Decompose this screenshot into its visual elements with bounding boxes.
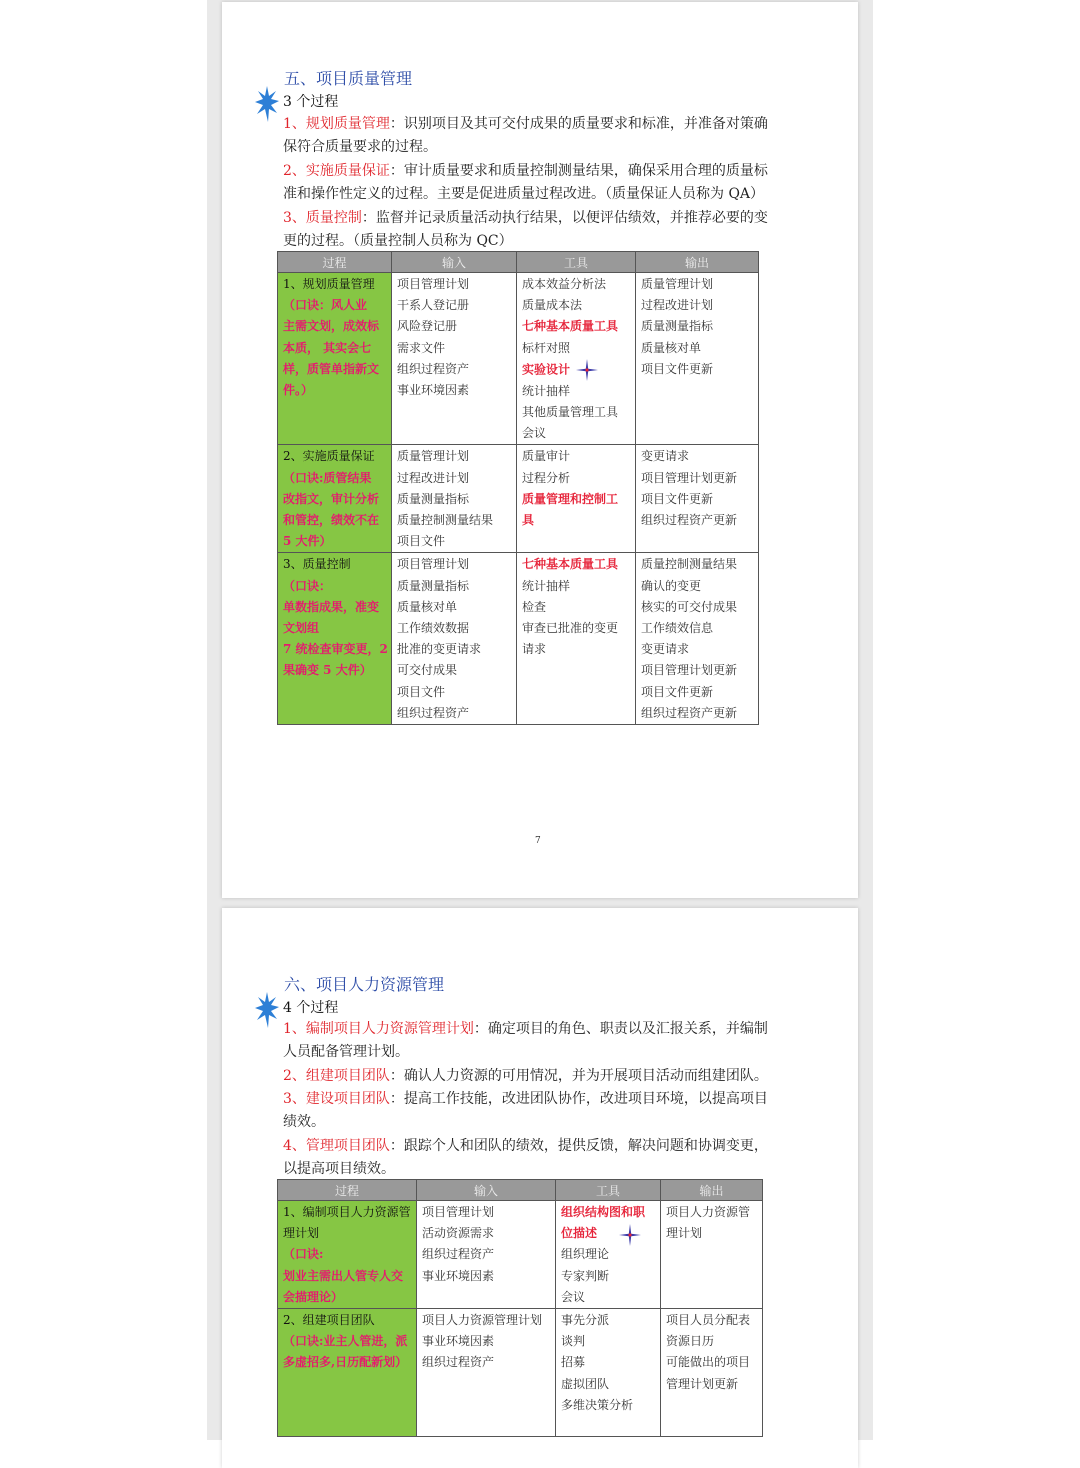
tools-cell — [517, 445, 636, 553]
process-desc: ：跟踪个人和团队的绩效，提供反馈，解决问题和协调变更， — [389, 1138, 768, 1154]
output-item: 质量测量指标 — [641, 319, 714, 334]
process-name: 编制项目人力资源管理计划 — [305, 1021, 474, 1037]
process-name: 管理项目团队 — [305, 1138, 390, 1154]
inputs-cell — [392, 445, 517, 553]
process-num: 1、 — [283, 1021, 306, 1037]
table-header-row — [278, 1180, 763, 1201]
mnemonic-line: 文划组 — [283, 621, 320, 636]
process-cell — [278, 1201, 417, 1309]
mnemonic-line: 样，质管单指新文 — [283, 361, 380, 376]
header-output: 输出 — [636, 252, 759, 273]
output-item: 确认的变更 — [641, 578, 702, 593]
tool-item: 实验设计 — [522, 362, 571, 377]
header-tools: 工具 — [517, 252, 636, 273]
process-name: 1、编制项目人力资源管理计划 — [283, 1205, 411, 1241]
input-item: 组织过程资产 — [397, 361, 470, 376]
output-item: 质量控制测量结果 — [641, 557, 738, 572]
output-item: 项目人员分配表 — [666, 1313, 751, 1328]
input-item: 质量测量指标 — [397, 491, 470, 506]
tool-item: 谈判 — [561, 1334, 586, 1349]
header-input: 输入 — [417, 1180, 556, 1201]
mnemonic-line: （口诀： — [283, 578, 332, 593]
tool-item: 其他质量管理工具 — [522, 405, 619, 420]
input-item: 项目文件 — [397, 534, 446, 549]
mnemonic-line: （口诀：风人业 — [283, 298, 368, 313]
tool-item: 招募 — [561, 1355, 586, 1370]
input-item: 干系人登记册 — [397, 298, 470, 313]
output-item: 质量核对单 — [641, 340, 702, 355]
table-row — [278, 273, 759, 445]
tool-item: 组织结构图和职位描述 — [561, 1205, 646, 1241]
hr-process-table — [277, 1179, 763, 1437]
mnemonic-line: 果确变 5 大件） — [283, 663, 372, 678]
tools-cell — [517, 553, 636, 725]
input-item: 批准的变更请求 — [397, 642, 482, 657]
process-desc: 保符合质量要求的过程。 — [283, 139, 437, 156]
process-desc: ：审计质量要求和质量控制测量结果，确保采用合理的质量标 — [389, 163, 768, 179]
page-number: 7 — [535, 836, 541, 846]
sparkle-icon — [576, 359, 598, 381]
process-num: 1、 — [283, 116, 306, 132]
process-paragraph-3 — [283, 1088, 768, 1135]
output-item: 项目管理计划更新 — [641, 663, 738, 678]
mnemonic-line: 和管控，绩效不在 — [283, 513, 380, 528]
tool-item: 组织理论 — [561, 1247, 610, 1262]
table-row — [278, 553, 759, 725]
process-paragraph-2 — [283, 1065, 768, 1088]
process-cell — [278, 1309, 417, 1437]
output-item: 变更请求 — [641, 449, 690, 464]
header-tools: 工具 — [556, 1180, 661, 1201]
tool-item: 会议 — [561, 1289, 586, 1304]
input-item: 项目人力资源管理计划 — [422, 1313, 543, 1328]
process-paragraph-1 — [283, 113, 768, 160]
process-desc: 更的过程。（质量控制人员称为 QC） — [283, 233, 513, 250]
tool-item: 质量审计 — [522, 449, 571, 464]
process-desc: ：监督并记录质量活动执行结果，以便评估绩效，并推荐必要的变 — [361, 210, 768, 226]
inputs-cell — [392, 273, 517, 445]
mnemonic-line: （口诀:业主人管进，派 — [283, 1334, 408, 1349]
mnemonic-line: 5 大件） — [283, 534, 332, 549]
header-input: 输入 — [392, 252, 517, 273]
tool-item: 专家判断 — [561, 1268, 610, 1283]
tool-item: 请求 — [522, 642, 547, 657]
mnemonic-line: 7 统检查审变更，2 — [283, 642, 388, 657]
input-item: 质量测量指标 — [397, 578, 470, 593]
process-name: 规划质量管理 — [305, 116, 390, 132]
input-item: 项目管理计划 — [397, 557, 470, 572]
outputs-cell — [636, 445, 759, 553]
tool-item: 标杆对照 — [522, 340, 571, 355]
process-paragraph-4 — [283, 1135, 768, 1182]
process-desc: ：确认人力资源的可用情况，并为开展项目活动而组建团队。 — [389, 1068, 768, 1084]
input-item: 活动资源需求 — [422, 1226, 495, 1241]
process-paragraph-3 — [283, 207, 768, 254]
mnemonic-line: 改指文，审计分析 — [283, 491, 380, 506]
process-desc: 准和操作性定义的过程。主要是促进质量过程改进。（质量保证人员称为 QA） — [283, 186, 765, 203]
table-header-row — [278, 252, 759, 273]
tool-item: 事先分派 — [561, 1313, 610, 1328]
mnemonic-line: 单数指成果，准变 — [283, 599, 380, 614]
input-item: 项目管理计划 — [397, 277, 470, 291]
output-item: 过程改进计划 — [641, 298, 714, 313]
input-item: 质量控制测量结果 — [397, 513, 494, 528]
output-item: 资源日历 — [666, 1334, 715, 1349]
table-row — [278, 445, 759, 553]
input-item: 事业环境因素 — [422, 1334, 495, 1349]
process-num: 2、 — [283, 163, 306, 179]
process-num: 4、 — [283, 1138, 306, 1154]
mnemonic-line: 多虚招多,日历配新划） — [283, 1355, 408, 1370]
document-page-8 — [222, 908, 858, 1468]
starburst-icon — [255, 86, 279, 122]
output-item: 组织过程资产更新 — [641, 705, 738, 720]
process-cell — [278, 445, 392, 553]
mnemonic-line: （口诀:质管结果 — [283, 470, 372, 485]
mnemonic-line: （口诀: — [283, 1247, 324, 1262]
input-item: 组织过程资产 — [422, 1247, 495, 1262]
process-name: 组建项目团队 — [305, 1068, 390, 1084]
input-item: 可交付成果 — [397, 663, 458, 678]
outputs-cell — [661, 1309, 763, 1437]
mnemonic-line: 件。） — [283, 383, 314, 398]
sparkle-icon — [619, 1224, 641, 1246]
tool-item: 虚拟团队 — [561, 1376, 610, 1391]
tool-item: 会议 — [522, 426, 547, 441]
processes-heading: 4 个过程 — [283, 1000, 339, 1016]
input-item: 项目文件 — [397, 684, 446, 699]
input-item: 质量管理计划 — [397, 449, 470, 464]
mnemonic-line: 会描理论） — [283, 1289, 344, 1304]
process-name: 建设项目团队 — [305, 1091, 390, 1107]
process-cell — [278, 553, 392, 725]
process-desc: ：提高工作技能，改进团队协作，改进项目环境，以提高项目 — [389, 1091, 768, 1107]
tools-cell — [517, 273, 636, 445]
outputs-cell — [636, 553, 759, 725]
output-item: 核实的可交付成果 — [641, 599, 738, 614]
tool-item: 统计抽样 — [522, 383, 571, 398]
tool-item: 具 — [522, 513, 535, 528]
input-item: 组织过程资产 — [397, 705, 470, 720]
mnemonic-line: 本质， 其实会七 — [283, 340, 372, 355]
outputs-cell — [661, 1201, 763, 1309]
input-item: 事业环境因素 — [397, 383, 470, 398]
tool-item: 成本效益分析法 — [522, 277, 607, 291]
process-num: 3、 — [283, 1091, 306, 1107]
tool-item: 统计抽样 — [522, 578, 571, 593]
inputs-cell — [417, 1201, 556, 1309]
section-title-quality: 五、项目质量管理 — [284, 69, 413, 88]
tool-item: 质量成本法 — [522, 298, 583, 313]
process-name: 1、规划质量管理 — [283, 277, 375, 291]
output-item: 项目管理计划更新 — [641, 470, 738, 485]
process-cell — [278, 273, 392, 445]
tool-item: 质量管理和控制工 — [522, 491, 619, 506]
tool-item: 七种基本质量工具 — [522, 557, 619, 572]
process-name: 2、组建项目团队 — [283, 1313, 375, 1328]
processes-heading: 3 个过程 — [283, 94, 339, 110]
process-desc: 人员配备管理计划。 — [283, 1044, 409, 1061]
document-page-7 — [222, 2, 858, 898]
process-name: 实施质量保证 — [305, 163, 390, 179]
output-item: 变更请求 — [641, 642, 690, 657]
tools-cell — [556, 1201, 661, 1309]
output-item: 项目人力资源管理计划 — [666, 1205, 751, 1241]
output-item: 可能做出的项目管理计划更新 — [666, 1355, 751, 1391]
input-item: 需求文件 — [397, 340, 446, 355]
input-item: 质量核对单 — [397, 599, 458, 614]
output-item: 组织过程资产更新 — [641, 513, 738, 528]
tool-item: 多维决策分析 — [561, 1397, 634, 1412]
mnemonic-line: 划业主需出人管专人交 — [283, 1268, 404, 1283]
input-item: 工作绩效数据 — [397, 621, 470, 636]
process-desc: 以提高项目绩效。 — [283, 1161, 395, 1178]
input-item: 风险登记册 — [397, 319, 458, 334]
table-row — [278, 1309, 763, 1437]
output-item: 质量管理计划 — [641, 277, 714, 291]
table-row — [278, 1201, 763, 1309]
process-num: 3、 — [283, 210, 306, 226]
process-name: 2、实施质量保证 — [283, 449, 375, 464]
output-item: 项目文件更新 — [641, 684, 714, 699]
starburst-icon — [255, 992, 279, 1028]
tool-item: 过程分析 — [522, 470, 571, 485]
tool-item: 七种基本质量工具 — [522, 319, 619, 334]
inputs-cell — [417, 1309, 556, 1437]
header-process: 过程 — [278, 1180, 417, 1201]
tool-item: 检查 — [522, 599, 547, 614]
tool-item: 审查已批准的变更 — [522, 621, 619, 636]
process-desc: 绩效。 — [283, 1114, 325, 1131]
quality-process-table — [277, 251, 759, 725]
output-item: 项目文件更新 — [641, 491, 714, 506]
input-item: 过程改进计划 — [397, 470, 470, 485]
input-item: 事业环境因素 — [422, 1268, 495, 1283]
process-name: 质量控制 — [305, 210, 362, 226]
inputs-cell — [392, 553, 517, 725]
input-item: 项目管理计划 — [422, 1205, 495, 1219]
input-item: 组织过程资产 — [422, 1355, 495, 1370]
tools-cell — [556, 1309, 661, 1437]
outputs-cell — [636, 273, 759, 445]
header-output: 输出 — [661, 1180, 763, 1201]
process-paragraph-1 — [283, 1018, 768, 1065]
process-desc: ：识别项目及其可交付成果的质量要求和标准，并准备对策确 — [389, 116, 768, 132]
process-name: 3、质量控制 — [283, 557, 351, 572]
mnemonic-line: 主需文划，成效标 — [283, 319, 380, 334]
output-item: 工作绩效信息 — [641, 621, 714, 636]
process-paragraph-2 — [283, 160, 768, 207]
process-num: 2、 — [283, 1068, 306, 1084]
section-title-hr: 六、项目人力资源管理 — [284, 975, 445, 994]
header-process: 过程 — [278, 252, 392, 273]
process-desc: ：确定项目的角色、职责以及汇报关系，并编制 — [473, 1021, 768, 1037]
output-item: 项目文件更新 — [641, 361, 714, 376]
